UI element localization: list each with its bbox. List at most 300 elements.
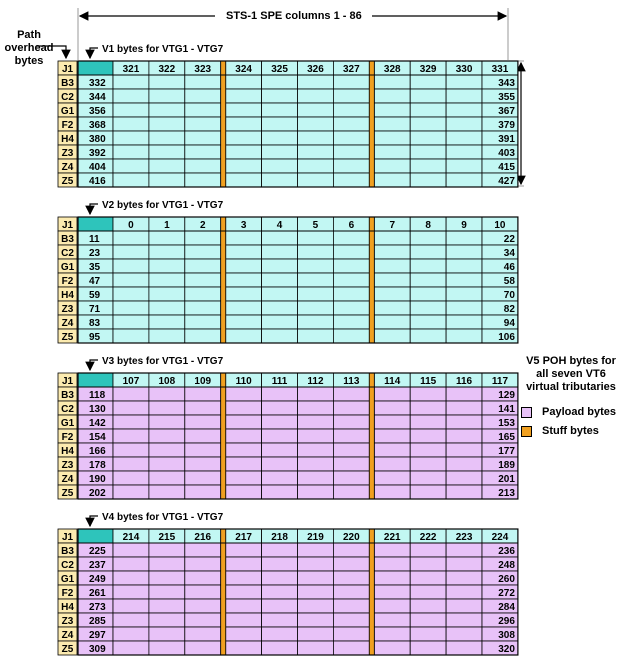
payload-cell	[298, 613, 334, 627]
row-end-number: 284	[498, 602, 515, 613]
payload-cell	[446, 471, 482, 485]
row-start-number: 297	[89, 630, 106, 641]
payload-cell	[149, 585, 185, 599]
block-title-arrow	[90, 204, 98, 214]
poh-label: H4	[61, 290, 74, 301]
payload-cell	[226, 287, 262, 301]
payload-cell	[262, 245, 298, 259]
payload-cell	[374, 117, 410, 131]
payload-cell	[149, 75, 185, 89]
payload-cell	[374, 429, 410, 443]
payload-cell	[333, 89, 369, 103]
poh-label: Z4	[61, 318, 74, 329]
payload-cell	[226, 245, 262, 259]
poh-label: J1	[61, 376, 74, 387]
payload-cell	[262, 159, 298, 173]
payload-cell	[262, 173, 298, 187]
payload-cell	[262, 287, 298, 301]
blocks-group	[58, 44, 518, 655]
payload-cell	[446, 89, 482, 103]
payload-cell	[374, 557, 410, 571]
payload-cell	[374, 245, 410, 259]
payload-cell	[374, 457, 410, 471]
block-title-arrow	[90, 360, 98, 370]
poh-label: Z3	[61, 616, 74, 627]
payload-cell	[149, 131, 185, 145]
payload-cell	[333, 471, 369, 485]
payload-cell	[333, 415, 369, 429]
payload-cell	[226, 387, 262, 401]
block-title-arrow	[90, 48, 98, 58]
payload-cell	[446, 145, 482, 159]
payload-cell	[298, 103, 334, 117]
column-number: 109	[194, 376, 212, 387]
column-number: 110	[235, 376, 252, 387]
payload-cell	[298, 443, 334, 457]
payload-cell	[410, 429, 446, 443]
column-number: 325	[271, 64, 288, 75]
payload-cell	[410, 231, 446, 245]
column-number: 219	[307, 532, 324, 543]
column-number: 331	[491, 64, 509, 75]
payload-cell	[410, 401, 446, 415]
legend-stuff-swatch	[521, 426, 532, 437]
poh-label: B3	[61, 78, 74, 89]
payload-cell	[410, 485, 446, 499]
payload-cell	[226, 641, 262, 655]
payload-cell	[333, 613, 369, 627]
row-start-number: 332	[89, 78, 106, 89]
payload-cell	[226, 557, 262, 571]
payload-cell	[410, 89, 446, 103]
payload-cell	[262, 329, 298, 343]
payload-cell	[446, 259, 482, 273]
column-number: 222	[419, 532, 437, 543]
row-end-number: 403	[498, 148, 515, 159]
row-end-number: 391	[498, 134, 515, 145]
payload-cell	[374, 273, 410, 287]
payload-cell	[185, 75, 221, 89]
poh-label: F2	[61, 120, 74, 131]
payload-cell	[410, 627, 446, 641]
column-number: 8	[425, 220, 431, 231]
stuff-column	[221, 373, 226, 499]
payload-cell	[149, 627, 185, 641]
stuff-column	[369, 61, 374, 187]
row-end-number: 248	[498, 560, 515, 571]
column-number: 10	[494, 220, 506, 231]
payload-cell	[446, 415, 482, 429]
row-start-number: 23	[89, 248, 101, 259]
payload-cell	[185, 231, 221, 245]
payload-cell	[446, 103, 482, 117]
poh-label: B3	[61, 546, 74, 557]
row-start-number: 344	[89, 92, 106, 103]
row-start-number: 404	[89, 162, 106, 173]
payload-cell	[149, 273, 185, 287]
payload-cell	[410, 117, 446, 131]
payload-cell	[262, 485, 298, 499]
payload-cell	[113, 471, 149, 485]
stuff-column	[369, 373, 374, 499]
payload-cell	[298, 627, 334, 641]
payload-cell	[298, 599, 334, 613]
row-start-number: 249	[89, 574, 106, 585]
payload-cell	[333, 627, 369, 641]
column-number: 328	[383, 64, 401, 75]
row-end-number: 427	[498, 176, 515, 187]
payload-cell	[113, 557, 149, 571]
row-start-number: 166	[89, 446, 106, 457]
row-start-number: 178	[89, 460, 106, 471]
payload-cell	[374, 543, 410, 557]
payload-cell	[226, 315, 262, 329]
payload-cell	[410, 245, 446, 259]
payload-cell	[410, 103, 446, 117]
payload-cell	[185, 273, 221, 287]
payload-cell	[446, 75, 482, 89]
column-number: 116	[455, 376, 473, 387]
payload-cell	[185, 315, 221, 329]
payload-cell	[298, 429, 334, 443]
row-start-number: 83	[89, 318, 101, 329]
payload-cell	[185, 131, 221, 145]
payload-cell	[446, 131, 482, 145]
payload-cell	[226, 329, 262, 343]
row-end-number: 296	[498, 616, 515, 627]
payload-cell	[333, 159, 369, 173]
payload-cell	[410, 273, 446, 287]
payload-cell	[262, 231, 298, 245]
payload-cell	[410, 599, 446, 613]
payload-cell	[262, 315, 298, 329]
header-teal-cell	[78, 217, 113, 231]
payload-cell	[113, 245, 149, 259]
payload-cell	[226, 599, 262, 613]
payload-cell	[262, 571, 298, 585]
payload-cell	[333, 245, 369, 259]
column-number: 9	[461, 220, 467, 231]
payload-cell	[410, 415, 446, 429]
payload-cell	[446, 301, 482, 315]
payload-cell	[185, 613, 221, 627]
payload-cell	[185, 117, 221, 131]
payload-cell	[262, 131, 298, 145]
row-end-number: 236	[498, 546, 515, 557]
payload-cell	[410, 259, 446, 273]
column-number: 5	[312, 220, 319, 231]
payload-cell	[374, 415, 410, 429]
payload-cell	[374, 599, 410, 613]
poh-label: Z5	[61, 488, 74, 499]
column-number: 4	[276, 220, 283, 231]
row-start-number: 118	[89, 390, 106, 401]
payload-cell	[262, 585, 298, 599]
row-end-number: 189	[498, 460, 515, 471]
row-start-number: 416	[89, 176, 106, 187]
payload-cell	[262, 471, 298, 485]
payload-cell	[374, 471, 410, 485]
payload-cell	[410, 145, 446, 159]
row-start-number: 285	[89, 616, 106, 627]
payload-cell	[226, 571, 262, 585]
payload-cell	[149, 641, 185, 655]
payload-cell	[149, 259, 185, 273]
payload-cell	[262, 599, 298, 613]
column-number: 7	[389, 220, 396, 231]
row-end-number: 153	[498, 418, 515, 429]
row-end-number: 46	[503, 262, 515, 273]
row-end-number: 260	[498, 574, 515, 585]
row-end-number: 201	[498, 474, 515, 485]
row-end-number: 272	[498, 588, 515, 599]
payload-cell	[113, 457, 149, 471]
poh-label: C2	[61, 404, 74, 415]
row-start-number: 309	[89, 644, 106, 655]
payload-cell	[149, 429, 185, 443]
poh-label: J1	[61, 64, 74, 75]
payload-cell	[333, 585, 369, 599]
row-start-number: 154	[89, 432, 106, 443]
payload-cell	[226, 75, 262, 89]
payload-cell	[262, 543, 298, 557]
column-number: 330	[455, 64, 473, 75]
payload-cell	[149, 301, 185, 315]
column-number: 326	[307, 64, 324, 75]
poh-label: C2	[61, 560, 74, 571]
payload-cell	[226, 471, 262, 485]
payload-cell	[185, 415, 221, 429]
column-number: 215	[158, 532, 176, 543]
byte-block-1	[58, 44, 518, 187]
poh-label: Z4	[61, 162, 74, 173]
payload-cell	[113, 89, 149, 103]
payload-cell	[298, 585, 334, 599]
column-number: 220	[343, 532, 360, 543]
payload-cell	[149, 485, 185, 499]
payload-cell	[333, 75, 369, 89]
payload-cell	[333, 557, 369, 571]
payload-cell	[113, 613, 149, 627]
payload-cell	[410, 585, 446, 599]
payload-cell	[333, 173, 369, 187]
payload-cell	[333, 231, 369, 245]
payload-cell	[333, 315, 369, 329]
payload-cell	[149, 103, 185, 117]
payload-cell	[374, 287, 410, 301]
poh-label: F2	[61, 432, 74, 443]
payload-cell	[226, 159, 262, 173]
column-number: 107	[122, 376, 140, 387]
payload-cell	[298, 329, 334, 343]
legend-payload	[521, 406, 616, 418]
row-start-number: 356	[89, 106, 106, 117]
column-number: 6	[348, 220, 355, 231]
poh-label: B3	[61, 390, 74, 401]
row-start-number: 225	[89, 546, 106, 557]
column-number: 115	[420, 376, 437, 387]
payload-cell	[149, 599, 185, 613]
payload-cell	[446, 571, 482, 585]
payload-cell	[410, 159, 446, 173]
payload-cell	[410, 457, 446, 471]
payload-cell	[333, 457, 369, 471]
payload-cell	[298, 471, 334, 485]
payload-cell	[446, 627, 482, 641]
payload-cell	[226, 301, 262, 315]
header-teal-cell	[78, 529, 113, 543]
payload-cell	[374, 89, 410, 103]
payload-cell	[333, 599, 369, 613]
payload-cell	[298, 571, 334, 585]
row-start-number: 261	[89, 588, 106, 599]
column-number: 117	[491, 376, 509, 387]
payload-cell	[113, 75, 149, 89]
column-number: 114	[384, 376, 401, 387]
payload-cell	[410, 131, 446, 145]
payload-cell	[374, 401, 410, 415]
payload-cell	[262, 145, 298, 159]
row-start-number: 380	[89, 134, 106, 145]
payload-cell	[185, 471, 221, 485]
payload-cell	[298, 159, 334, 173]
payload-cell	[149, 457, 185, 471]
payload-cell	[333, 329, 369, 343]
column-number: 217	[235, 532, 252, 543]
payload-cell	[149, 471, 185, 485]
payload-cell	[333, 117, 369, 131]
payload-cell	[446, 401, 482, 415]
payload-cell	[149, 387, 185, 401]
row-end-number: 165	[498, 432, 515, 443]
poh-label: J1	[61, 220, 74, 231]
payload-cell	[226, 401, 262, 415]
poh-label: Z3	[61, 304, 74, 315]
payload-cell	[113, 173, 149, 187]
payload-cell	[149, 231, 185, 245]
column-number: 0	[128, 220, 134, 231]
payload-cell	[113, 259, 149, 273]
payload-cell	[410, 641, 446, 655]
legend-stuff-label: Stuff bytes	[542, 425, 599, 437]
payload-cell	[333, 145, 369, 159]
column-number: 3	[240, 220, 247, 231]
payload-cell	[374, 443, 410, 457]
poh-label: F2	[61, 276, 74, 287]
poh-label: C2	[61, 248, 74, 259]
payload-cell	[410, 443, 446, 457]
payload-cell	[446, 387, 482, 401]
poh-label: C2	[61, 92, 74, 103]
payload-cell	[262, 557, 298, 571]
payload-cell	[185, 429, 221, 443]
payload-cell	[446, 613, 482, 627]
payload-cell	[185, 627, 221, 641]
payload-cell	[298, 231, 334, 245]
payload-cell	[298, 387, 334, 401]
payload-cell	[185, 301, 221, 315]
payload-cell	[298, 287, 334, 301]
payload-cell	[226, 443, 262, 457]
payload-cell	[446, 429, 482, 443]
poh-label: H4	[61, 134, 74, 145]
payload-cell	[149, 401, 185, 415]
column-number: 113	[343, 376, 360, 387]
row-end-number: 94	[503, 318, 515, 329]
payload-cell	[185, 259, 221, 273]
header-teal-cell	[78, 373, 113, 387]
payload-cell	[149, 117, 185, 131]
payload-cell	[374, 145, 410, 159]
payload-cell	[446, 245, 482, 259]
payload-cell	[113, 571, 149, 585]
poh-label: G1	[60, 574, 75, 585]
stuff-column	[221, 61, 226, 187]
payload-cell	[226, 103, 262, 117]
poh-label: G1	[60, 418, 75, 429]
payload-cell	[298, 315, 334, 329]
row-end-number: 177	[498, 446, 515, 457]
row-end-number: 379	[498, 120, 515, 131]
payload-cell	[149, 543, 185, 557]
row-end-number: 82	[503, 304, 515, 315]
payload-cell	[185, 145, 221, 159]
payload-cell	[446, 599, 482, 613]
payload-cell	[374, 103, 410, 117]
column-number: 216	[194, 532, 212, 543]
payload-cell	[113, 103, 149, 117]
payload-cell	[262, 273, 298, 287]
payload-cell	[298, 173, 334, 187]
column-number: 327	[343, 64, 360, 75]
payload-cell	[185, 443, 221, 457]
payload-cell	[410, 387, 446, 401]
poh-label: Z5	[61, 176, 74, 187]
payload-cell	[113, 543, 149, 557]
row-end-number: 34	[503, 248, 515, 259]
stuff-column	[221, 529, 226, 655]
payload-cell	[374, 387, 410, 401]
poh-label: Z5	[61, 644, 74, 655]
payload-cell	[333, 273, 369, 287]
payload-cell	[333, 103, 369, 117]
row-start-number: 71	[89, 304, 101, 315]
payload-cell	[446, 315, 482, 329]
payload-cell	[262, 415, 298, 429]
payload-cell	[298, 245, 334, 259]
payload-cell	[298, 259, 334, 273]
payload-cell	[185, 103, 221, 117]
payload-cell	[226, 613, 262, 627]
row-end-number: 106	[498, 332, 515, 343]
payload-cell	[226, 117, 262, 131]
payload-cell	[185, 641, 221, 655]
payload-cell	[262, 117, 298, 131]
payload-cell	[262, 259, 298, 273]
poh-label: B3	[61, 234, 74, 245]
column-number: 112	[307, 376, 324, 387]
row-end-number: 415	[498, 162, 515, 173]
payload-cell	[446, 485, 482, 499]
payload-cell	[333, 641, 369, 655]
column-number: 323	[194, 64, 212, 75]
payload-cell	[262, 89, 298, 103]
payload-cell	[298, 273, 334, 287]
payload-cell	[185, 557, 221, 571]
byte-block-3	[58, 356, 518, 499]
payload-cell	[446, 329, 482, 343]
block-title: V1 bytes for VTG1 - VTG7	[102, 44, 224, 55]
